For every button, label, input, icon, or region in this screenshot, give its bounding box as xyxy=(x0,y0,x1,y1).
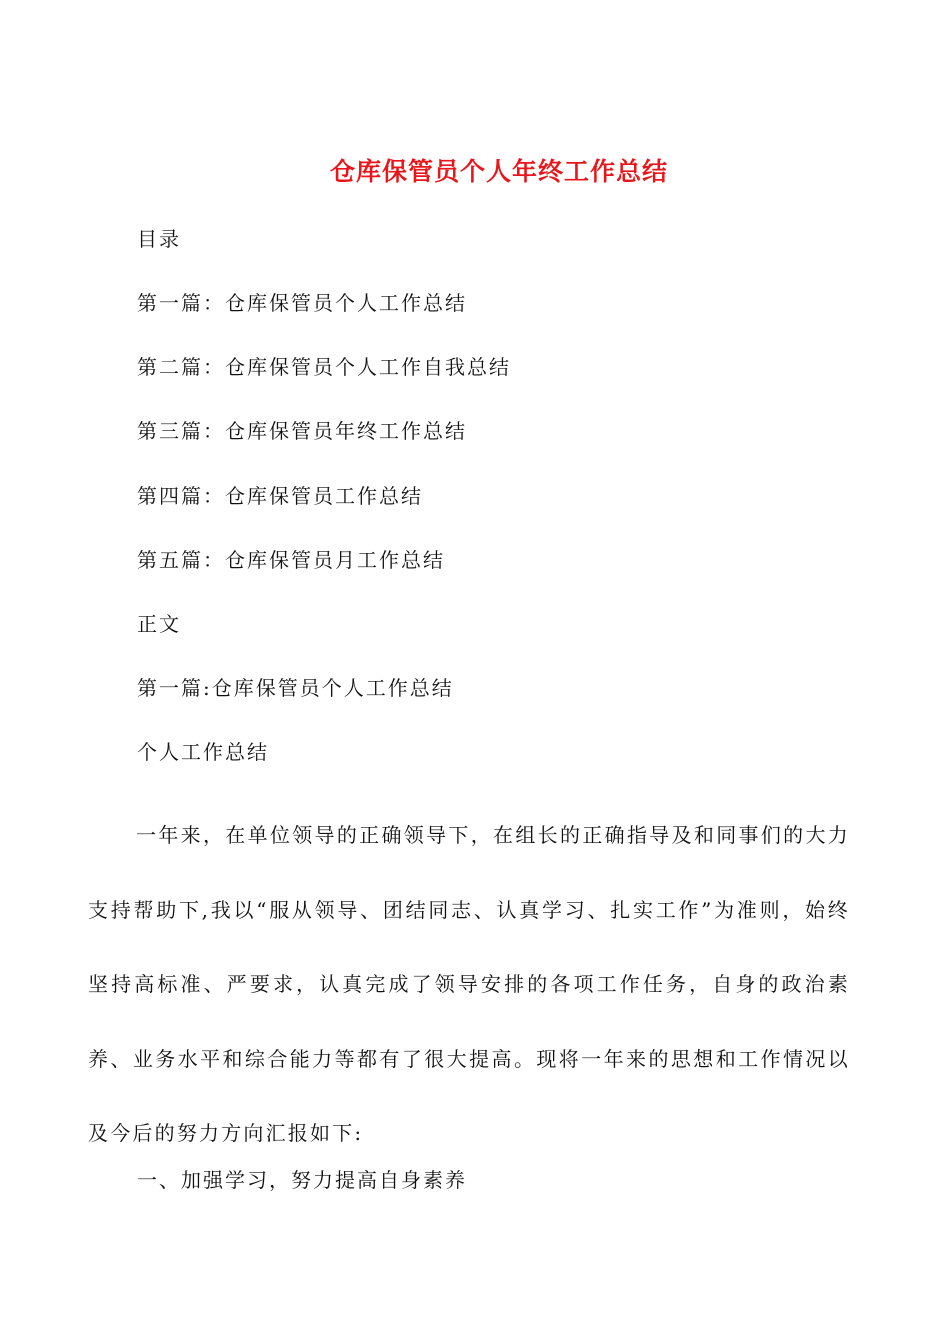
toc-item-1: 第一篇：仓库保管员个人工作总结 xyxy=(137,291,467,315)
body-heading: 正文 xyxy=(137,612,181,636)
toc-heading: 目录 xyxy=(137,227,181,251)
body-paragraph: 一年来，在单位领导的正确领导下，在组长的正确指导及和同事们的大力支持帮助下,我以“服从领导、团结同志、认真学习、扎实工作”为准则，始终坚持高标准、严要求，认真完成了领导安排的各项工作任务，自身的政治素养、业务水平和综合能力等都有了很大提高。现将一年来的思想和工作情况以及今后的努力方向汇报如下: xyxy=(88,823,850,1145)
section-title: 第一篇:仓库保管员个人工作总结 xyxy=(137,676,454,700)
toc-item-4: 第四篇：仓库保管员工作总结 xyxy=(137,484,423,508)
document-title: 仓库保管员个人年终工作总结 xyxy=(329,157,668,186)
section-point-1: 一、加强学习，努力提高自身素养 xyxy=(137,1168,467,1192)
toc-item-5: 第五篇：仓库保管员月工作总结 xyxy=(137,548,445,572)
toc-item-2: 第二篇：仓库保管员个人工作自我总结 xyxy=(137,355,511,379)
section-subtitle: 个人工作总结 xyxy=(137,740,269,764)
toc-item-3: 第三篇：仓库保管员年终工作总结 xyxy=(137,419,467,443)
